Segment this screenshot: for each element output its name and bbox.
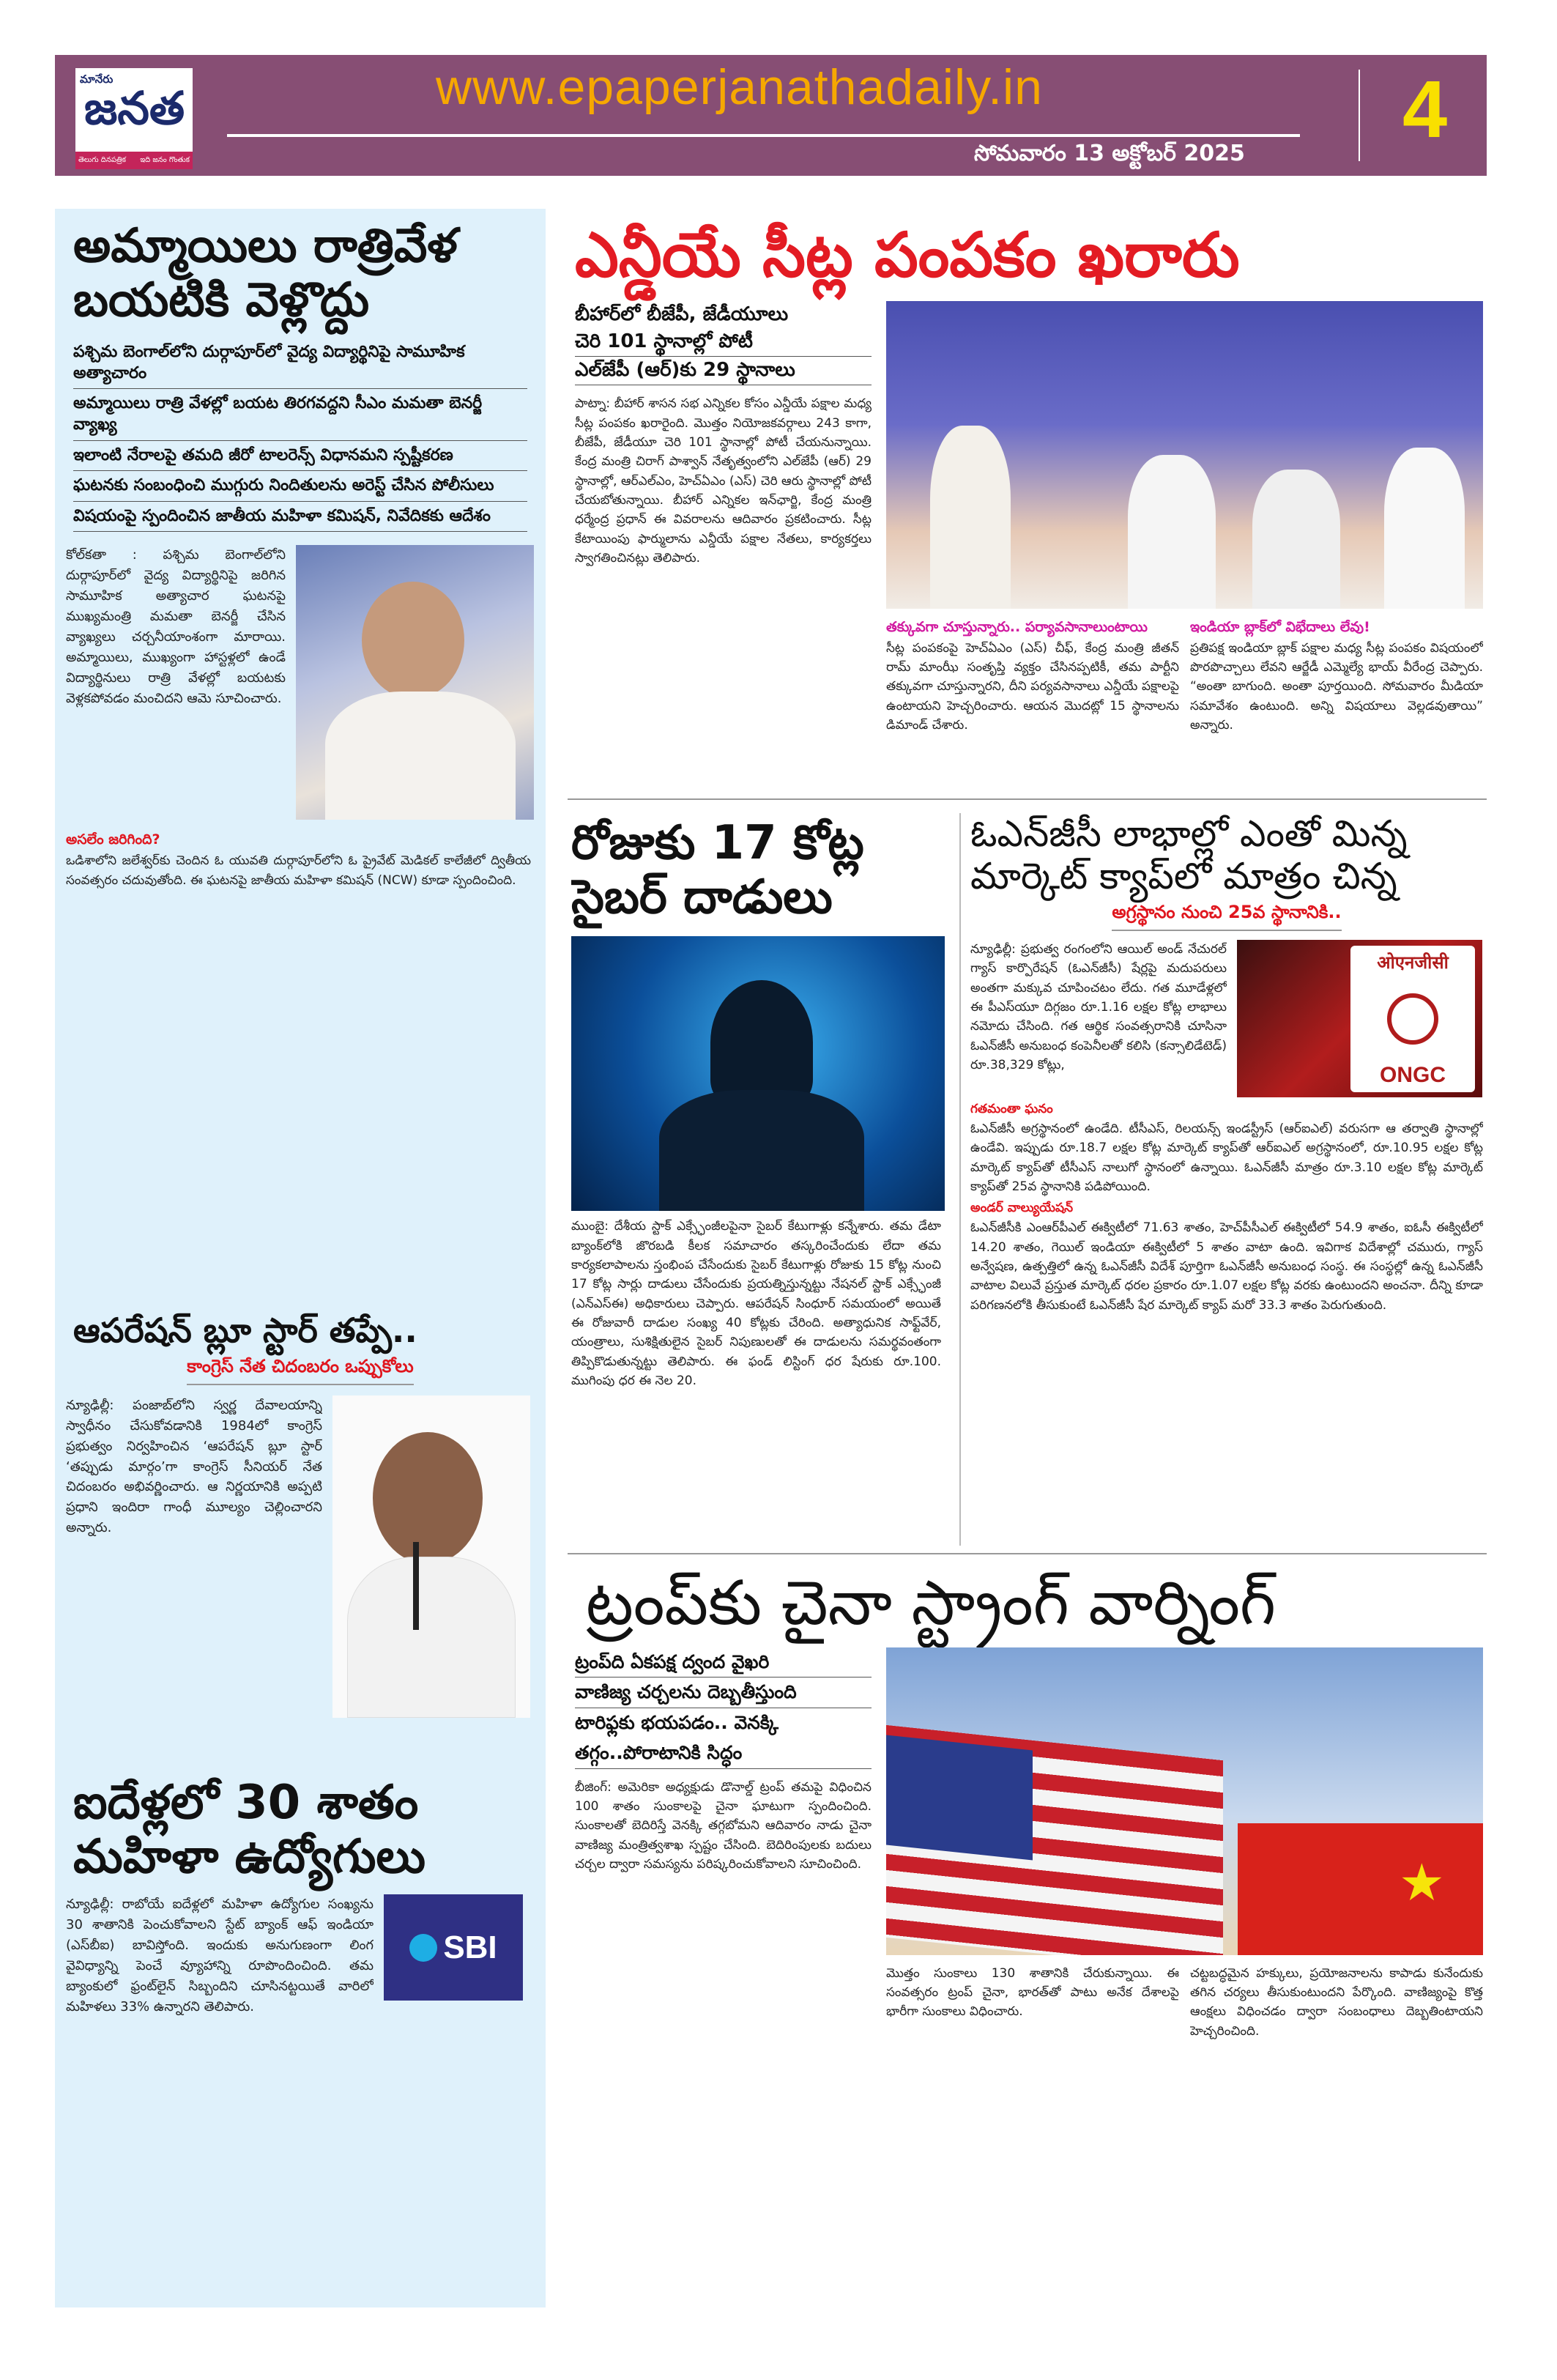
mamata-body-intro: కోల్‌కతా : పశ్చిమ బెంగాల్‌లోని దుర్గాపూర్‌లో వైద్య విద్యార్థినిపై జరిగిన సామూహిక అత్యాచార ఘటనపై ముఖ్యమంత్రి మమతా బెనర్జీ చేసిన వ్యాఖ్యలు చర్చనీయాంశంగా మారాయి. అమ్మాయిలు, ముఖ్యంగా హాస్టళ్లలో ఉండే విద్యార్థినులు రాత్రి వేళల్లో బయటకు వెళ్లకపోవడం మంచిదని ఆమె సూచించారు. (66, 547, 286, 706)
nda-article (575, 220, 1483, 791)
nda-col3 (1190, 619, 1483, 735)
sbi-body-row (66, 1894, 535, 2017)
masthead (55, 55, 1487, 176)
bullet-point: అమ్మాయిలు రాత్రి వేళల్లో బయట తిరగవద్దని సీఎం మమతా బెనర్జీ వ్యాఖ్య (73, 389, 527, 440)
page-number: 4 (1402, 64, 1448, 155)
ongc-intro-row (970, 940, 1483, 1097)
ongc-section2-body: ఓఎన్‌జీసీకి ఎంఆర్‌పీఎల్ ఈక్విటీలో 71.63 శాతం, హెచ్‌పీసీఎల్ ఈక్విటీలో 54.9 శాతం, ఐఓసీ ఈక్విటీలో 14.20 శాతం, గెయిల్ ఇండియా ఈక్విటీలో 5 శాతం వాటా ఉంది. ఇవిగాక విదేశాల్లో చమురు, గ్యాస్ అన్వేషణ, ఉత్పత్తిలో ఉన్న ఓఎన్‌జీసీ విదేశ్ పూర్తిగా ఓఎన్‌జీసీ అనుబంధ సంస్థ. ఈ సంస్థల్లో ఉన్న ఓఎన్‌జీసీ వాటాల విలువే ప్రస్తుత మార్కెట్ ధరల ప్రకారం రూ.1.07 లక్షల కోట్ల వరకు ఉంటుందని అంచనా. దీన్ని కూడా పరిగణనలోకి తీసుకుంటే ఓఎన్‌జీసీ షేర మార్కెట్ క్యాప్ మరో 33.3 శాతం పెరుగుతుంది. (970, 1220, 1483, 1313)
section-divider (568, 1553, 1487, 1554)
bluestar-body-row (66, 1395, 535, 1718)
nda-col2-subhead: తక్కువగా చూస్తున్నారు.. పర్యావసానాలుంటాయి (886, 618, 1148, 635)
mamata-body-main: ఒడిశాలోని జలేశ్వర్‌కు చెందిన ఓ యువతి దుర్గాపూర్‌లోని ఓ ప్రైవేట్ మెడికల్ కాలేజీలో ద్వితీయ సంవత్సరం చదువుతోంది. ఈ ఘటనపై జాతీయ మహిళా కమిషన్ (NCW) కూడా స్పందించింది. (66, 853, 531, 888)
section-divider (568, 798, 1487, 800)
mamata-headline: అమ్మాయిలు రాత్రివేళ బయటికి వెళ్లొద్దు (73, 220, 458, 327)
ongc-logo-text: ONGC (1380, 1063, 1446, 1087)
nda-subheads (575, 301, 872, 386)
ongc-section1-body: ఓఎన్‌జీసీ అగ్రస్థానంలో ఉండేది. టీసీఎస్, రిలయన్స్ ఇండస్ట్రీస్ (ఆర్ఐఎల్) వరుసగా ఆ తర్వాతి స్థానాల్లో ఉండేవి. ఇప్పుడు రూ.18.7 లక్షల కోట్ల మార్కెట్ క్యాప్‌తో ఆర్ఐఎల్ అగ్రస్థానంలో, రూ.10.95 లక్షల కోట్ల మార్కెట్ క్యాప్‌తో టీసీఎస్ నాలుగో స్థానంలో ఉన్నాయి. ఓఎన్‌జీసీ మాత్రం రూ.3.10 లక్షల కోట్ల మార్కెట్ క్యాప్‌తో 25వ స్థానానికి పడిపోయింది. (970, 1122, 1483, 1195)
ongc-subhead: అగ్రస్థానం నుంచి 25వ స్థానానికి.. (1112, 902, 1342, 922)
logo-tagline-bar (75, 152, 193, 169)
sbi-logo-text: SBI (443, 1929, 497, 1965)
nda-headline: ఎన్డీయే సీట్ల పంపకం ఖరారు (575, 220, 1240, 291)
trump-article (575, 1568, 1483, 2307)
star-icon: ★ (1399, 1852, 1445, 1913)
nda-body: పాట్నా: బీహార్ శాసన సభ ఎన్నికల కోసం ఎన్డీయే పక్షాల మధ్య సీట్ల పంపకం ఖరారైంది. మొత్తం నియోజకవర్గాలు 243 కాగా, బీజేపీ, జేడీయూ చెరి 101 స్థానాల్లో పోటీ చేయనున్నాయి. కేంద్ర మంత్రి చిరాగ్ పాశ్వాన్ నేతృత్వంలోని ఎల్‌జేపీ (ఆర్) 29 స్థానాల్లో, ఆర్‌ఎల్‌ఎం, హెచ్‌ఏఎం (ఎస్) చెరి ఆరు స్థానాల్లో పోటీ చేయబోతున్నాయి. బీహార్ ఎన్నికల ఇన్‌ఛార్జి, కేంద్ర మంత్రి ధర్మేంద్ర ప్రధాన్ ఈ వివరాలను ఆదివారం ప్రకటించారు. సీట్ల కేటాయింపు ఫార్ములాను ఎన్డీయే పక్షాల నేతలు, కార్యకర్తలు స్వాగతించినట్లు తెలిపారు. (575, 396, 872, 566)
ongc-section2-title: అండర్ వాల్యుయేషన్ (970, 1201, 1074, 1216)
ongc-article (970, 813, 1483, 1546)
ongc-logo (1350, 946, 1475, 1092)
trump-subhead: టారిఫ్లకు భయపడం.. వెనక్కి (575, 1712, 778, 1734)
ongc-headline: ఓఎన్‌జీసీ లాభాల్లో ఎంతో మిన్న మార్కెట్ క్యాప్‌లో మాత్రం చిన్న (970, 813, 1408, 897)
bluestar-subhead: కాంగ్రెస్ నేత చిదంబరం ఒప్పుకోలు (187, 1355, 414, 1376)
sbi-logo (384, 1894, 523, 2001)
nda-body-row (575, 301, 1483, 735)
bullet-point: విషయంపై స్పందించిన జాతీయ మహిళా కమిషన్, నివేదికకు ఆదేశం (73, 502, 527, 533)
ongc-emblem-icon (1387, 993, 1438, 1045)
trump-subheads (575, 1647, 872, 1769)
mamata-subhead: అసలేం జరిగింది? (66, 831, 160, 848)
masthead-divider (227, 134, 1300, 137)
bullet-point: ఇలాంటి నేరాలపై తమది జీరో టాలరెన్స్ విధానమని స్పష్టీకరణ (73, 441, 527, 472)
bullet-point: ఘటనకు సంబంధించి ముగ్గురు నిందితులను అరెస్ట్ చేసిన పోలీసులు (73, 471, 527, 502)
nda-col2 (886, 619, 1179, 735)
mamata-banerjee-photo (296, 545, 534, 820)
trump-col3-body: చట్టబద్ధమైన హక్కులు, ప్రయోజనాలను కాపాడు కునేందుకు తగిన చర్యలు తీసుకుంటుందని పేర్కొంది. వాణిజ్యంపై కొత్త ఆంక్షలు విధించడం ద్వారా సంబంధాలు దెబ్బతింటాయని హెచ్చరించింది. (1190, 1965, 1483, 2039)
logo-prefix: మానేరు (80, 73, 114, 86)
cyber-article (571, 817, 948, 1542)
mamata-bullets (66, 338, 527, 532)
website-url[interactable]: www.epaperjanathadaily.in (436, 59, 1043, 115)
bluestar-body: న్యూఢిల్లీ: పంజాబ్‌లోని స్వర్ణ దేవాలయాన్ని స్వాధీనం చేసుకోవడానికి 1984లో కాంగ్రెస్ ప్రభుత్వం నిర్వహించిన ‘ఆపరేషన్ బ్లూ స్టార్ ‘తప్పుడు మార్గం’గా కాంగ్రెస్ సీనియర్ నేత చిదంబరం అభివర్ణించారు. ఆ నిర్ణయానికి అప్పటి ప్రధాని ఇందిరా గాంధీ మూల్యం చెల్లించారని అన్నారు. (66, 1397, 322, 1536)
hacker-image (571, 936, 945, 1211)
trump-headline: ట్రంప్‌కు చైనా స్ట్రాంగ్ వార్నింగ్ (586, 1568, 1276, 1639)
newspaper-logo[interactable] (75, 68, 193, 169)
trump-subhead: తగ్గం..పోరాటానికి సిద్ధం (575, 1738, 872, 1769)
logo-tag-right: ఇది జనం గొంతుక (140, 156, 190, 164)
ongc-logo-image (1237, 940, 1482, 1097)
logo-tag-left: తెలుగు దినపత్రిక (78, 156, 127, 164)
masthead-vertical-divider (1359, 70, 1360, 161)
sbi-body: న్యూఢిల్లీ: రాబోయే ఐదేళ్లలో మహిళా ఉద్యోగుల సంఖ్యను 30 శాతానికి పెంచుకోవాలని స్టేట్ బ్యాంక్ ఆఫ్ ఇండియా (ఎస్‌బీఐ) బావిస్తోంది. ఇందుకు అనుగుణంగా లింగ వైవిధ్యాన్ని పెంచే వ్యూహాన్ని రూపొందించింది. తమ బ్యాంకులో ఫ్రంట్‌లైన్ సిబ్బందిని చూసినట్టయితే వారిలో మహిళలు 33% ఉన్నారని తెలిపారు. (66, 1897, 374, 2014)
us-china-containers-image (886, 1647, 1483, 1955)
nda-leaders-photo (886, 301, 1483, 609)
chidambaram-photo (332, 1395, 530, 1718)
bluestar-headline: ఆపరేషన్ బ్లూ స్టార్ తప్పే.. (73, 1311, 417, 1350)
ongc-logo-hindi: ओएनजीसी (1377, 952, 1449, 973)
column-divider (959, 813, 961, 1546)
trump-subhead: ట్రంప్‌ది ఏకపక్ష ద్వంద వైఖరి (575, 1647, 872, 1678)
nda-subhead: బీహార్‌లో బీజేపీ, జేడీయూలు (575, 303, 789, 325)
trump-body-row (575, 1647, 1483, 2041)
nda-col2-body: సీట్ల పంపకంపై హెచ్‌ఏఎం (ఎస్) చీఫ్, కేంద్ర మంత్రి జీతన్ రామ్ మాంఝీ సంతృప్తి వ్యక్తం చేసినప్పటికీ, తమ పార్టీని తక్కువగా చూస్తున్నారని, దీని పర్యవసానాలు ఎన్డీయే పక్షాలపై ఉంటాయని హెచ్చరించారు. ఆయన మొదట్లో 15 స్థానాలను డిమాండ్ చేశారు. (886, 640, 1179, 733)
bluestar-article (66, 1311, 535, 1765)
logo-name: జనత (84, 81, 185, 135)
mamata-article (66, 220, 535, 1297)
sbi-article (66, 1776, 535, 2304)
trump-col2-body: మొత్తం సుంకాలు 130 శాతానికి చేరుకున్నాయి. ఈ సంవత్సరం ట్రంప్ చైనా, భారత్‌తో పాటు అనేక దేశాలపై భారీగా సుంకాలు విధించారు. (886, 1965, 1179, 2020)
bullet-point: పశ్చిమ బెంగాల్‌లోని దుర్గాపూర్‌లో వైద్య విద్యార్థినిపై సామూహిక అత్యాచారం (73, 338, 527, 389)
nda-col3-body: ప్రతిపక్ష ఇండియా బ్లాక్ పక్షాల మధ్య సీట్ల పంపకం విషయంలో పొరపొచ్చాలు లేవని ఆర్జేడీ ఎమ్మెల్యే భాయ్ వీరేంద్ర చెప్పారు. “అంతా బాగుంది. అంతా పూర్తయింది. సోమవారం మీడియా సమావేశం ఉంటుంది. అన్ని విషయాలు వెల్లడవుతాయి” అన్నారు. (1190, 640, 1483, 733)
issue-date: సోమవారం 13 అక్టోబర్ 2025 (974, 141, 1245, 166)
sbi-keyhole-icon (409, 1934, 437, 1962)
sbi-headline: ఐదేళ్లలో 30 శాతం మహిళా ఉద్యోగులు (73, 1776, 426, 1884)
nda-subhead: చెరి 101 స్థానాల్లో పోటీ (575, 328, 872, 357)
trump-body: బీజింగ్: అమెరికా అధ్యక్షుడు డొనాల్డ్ ట్రంప్ తమపై విధించిన 100 శాతం సుంకాలపై చైనా ఘాటుగా స్పందించింది. సుంకాలతో బెదిరిస్తే వెనక్కి తగ్గబోమని ఆదివారం నాడు చైనా వాణిజ్య మంత్రిత్వశాఖ స్పష్టం చేసింది. బెదిరింపులకు బదులు చర్చల ద్వారా సమస్యను పరిష్కరించుకోవాలని సూచించింది. (575, 1779, 872, 1872)
nda-col3-subhead: ఇండియా బ్లాక్‌లో విభేదాలు లేవు! (1190, 618, 1370, 635)
trump-subhead: వాణిజ్య చర్చలను దెబ్బతీస్తుంది (575, 1678, 872, 1708)
ongc-body-intro: న్యూఢిల్లీ: ప్రభుత్వ రంగంలోని ఆయిల్ అండ్ నేచురల్ గ్యాస్ కార్పొరేషన్ (ఓఎన్‌జీసీ) షేర్లపై మదుపరులు అంతగా మక్కువ చూపించటం లేదు. గత మూడేళ్లలో ఈ పీఎస్‌యూ దిగ్గజం రూ.1.16 లక్షల కోట్ల లాభాలు నమోదు చేసింది. గత ఆర్థిక సంవత్సరానికి చూసినా ఓఎన్‌జీసీ అనుబంధ కంపెనీలతో కలిసి (కన్సాలిడేటెడ్) రూ.38,329 కోట్లు, (970, 942, 1227, 1073)
mamata-body-row (66, 545, 535, 820)
cyber-body: ముంబై: దేశీయ స్టాక్ ఎక్స్ఛేంజీలపైనా సైబర్ కేటుగాళ్లు కన్నేశారు. తమ డేటా బ్యాంక్‌లోకి జొరబడి కీలక సమాచారం తస్కరించేందుకు లేదా తమ కార్యకలాపాలను స్తంభింప చేసేందుకు సైబర్ కేటుగాళ్లు రోజుకు 15 కోట్ల నుంచి 17 కోట్ల సార్లు దాడులు చేసేందుకు ప్రయత్నిస్తున్నట్టు నేషనల్ స్టాక్ ఎక్స్ఛేంజీ (ఎన్ఎస్ఈ) అధికారులు చెప్పారు. ఆపరేషన్ సింధూర్ సమయంలో అయితే ఈ రోజువారీ దాడుల సంఖ్య 40 కోట్లకు చేరింది. అత్యాధునిక సాఫ్ట్‌వేర్, యంత్రాలు, సుశిక్షితులైన సైబర్ నిపుణులతో ఈ దాడులను సమర్థవంతంగా తిప్పికొడుతున్నట్టు తెలిపారు. ఈ ఫండ్ లిస్టింగ్ ధర షేరుకు రూ.100. ముగింపు ధర ఈ నెల 20. (571, 1219, 941, 1388)
ongc-section1-title: గతమంతా ఘనం (970, 1102, 1053, 1116)
cyber-headline: రోజుకు 17 కోట్ల సైబర్ దాడులు (571, 817, 864, 924)
nda-subhead: ఎల్‌జేపీ (ఆర్)కు 29 స్థానాలు (575, 357, 872, 385)
